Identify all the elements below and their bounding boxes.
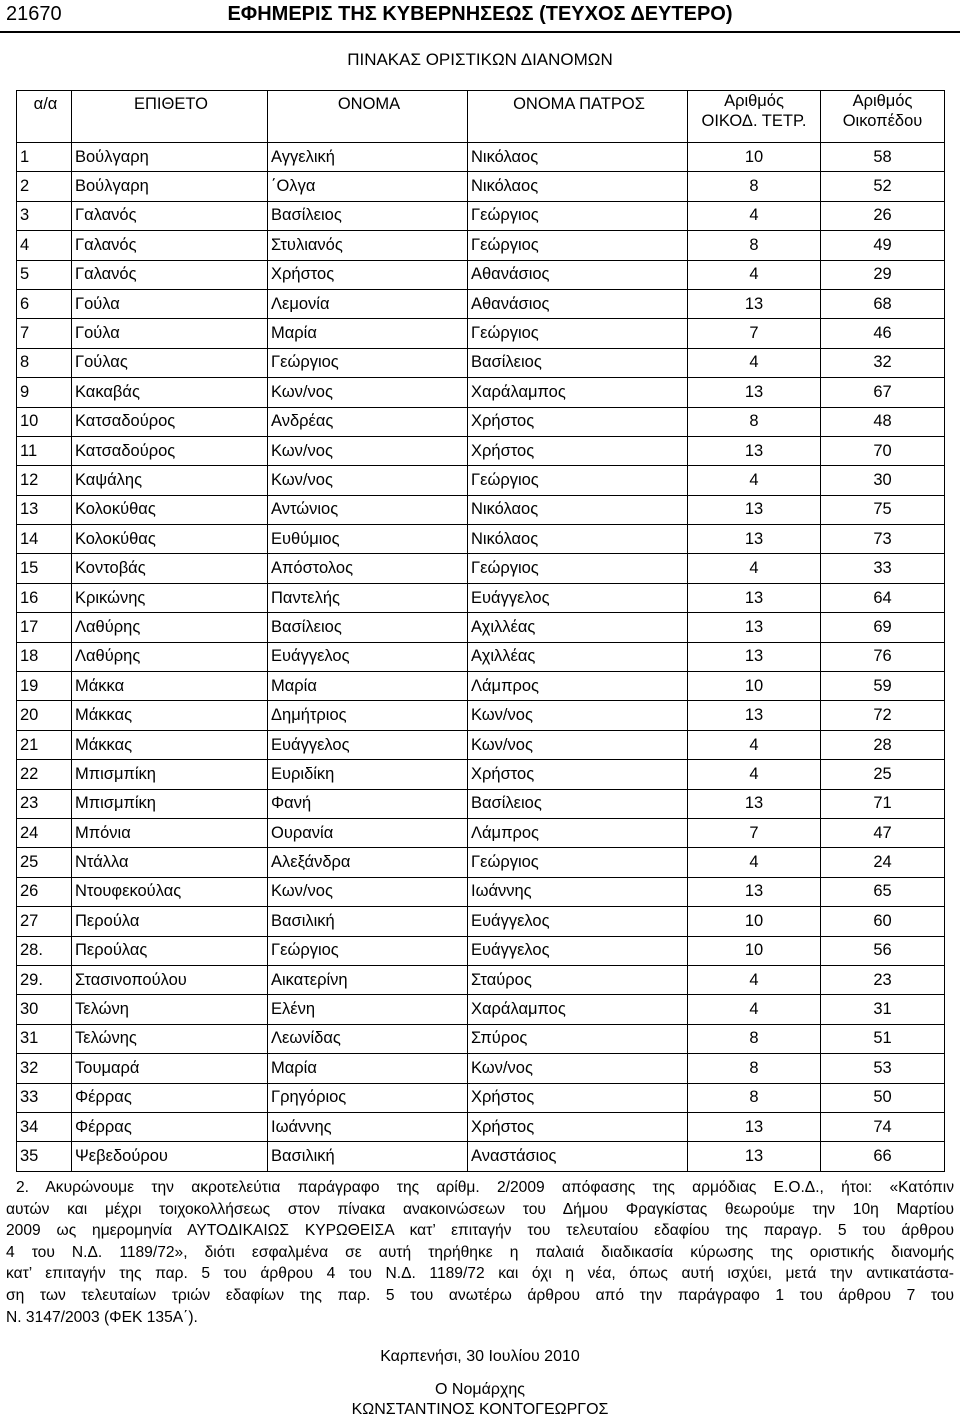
table-row	[17, 407, 945, 436]
row-plot-number: 71	[821, 789, 945, 818]
row-plot-number: 25	[821, 760, 945, 789]
row-block-number: 4	[688, 730, 821, 759]
row-surname: Κατσαδούρος	[72, 436, 268, 465]
row-plot-number: 48	[821, 407, 945, 436]
row-plot-number: 53	[821, 1054, 945, 1083]
row-block-number: 13	[688, 583, 821, 612]
row-name: Μαρία	[268, 672, 468, 701]
table-row	[17, 730, 945, 759]
row-father-name: Γεώργιος	[468, 466, 688, 495]
row-surname: Τελώνη	[72, 995, 268, 1024]
table-row	[17, 1112, 945, 1141]
row-father-name: Ευάγγελος	[468, 907, 688, 936]
table-row	[17, 1024, 945, 1053]
row-aa: 25	[17, 848, 72, 877]
table-row	[17, 642, 945, 671]
table-row	[17, 877, 945, 906]
table-row	[17, 848, 945, 877]
row-father-name: Χρήστος	[468, 1083, 688, 1112]
row-surname: Ντουφεκούλας	[72, 877, 268, 906]
row-aa: 4	[17, 231, 72, 260]
signer-name: ΚΩΝΣΤΑΝΤΙΝΟΣ ΚΟΝΤΟΓΕΩΡΓΟΣ	[351, 1401, 609, 1418]
row-father-name: Ευάγγελος	[468, 936, 688, 965]
amendment-note	[6, 1177, 954, 1328]
table-row	[17, 525, 945, 554]
table-row	[17, 701, 945, 730]
row-plot-number: 52	[821, 172, 945, 201]
table-row	[17, 1142, 945, 1171]
row-block-number: 10	[688, 672, 821, 701]
row-plot-number: 69	[821, 613, 945, 642]
row-father-name: Χρήστος	[468, 436, 688, 465]
row-name: Αντώνιος	[268, 495, 468, 524]
row-surname: Τουμαρά	[72, 1054, 268, 1083]
row-plot-number: 59	[821, 672, 945, 701]
row-block-number: 10	[688, 936, 821, 965]
row-aa: 31	[17, 1024, 72, 1053]
row-name: Χρήστος	[268, 260, 468, 289]
row-plot-number: 30	[821, 466, 945, 495]
row-plot-number: 68	[821, 289, 945, 318]
page-header	[0, 0, 960, 30]
row-name: Φανή	[268, 789, 468, 818]
row-surname: Ντάλλα	[72, 848, 268, 877]
row-surname: Τελώνης	[72, 1024, 268, 1053]
row-plot-number: 26	[821, 201, 945, 230]
row-surname: Κακαβάς	[72, 378, 268, 407]
row-father-name: Ιωάννης	[468, 877, 688, 906]
row-surname: Μπισμπίκη	[72, 760, 268, 789]
row-block-number: 4	[688, 260, 821, 289]
row-block-number: 8	[688, 1083, 821, 1112]
row-father-name: Γεώργιος	[468, 848, 688, 877]
row-block-number: 13	[688, 525, 821, 554]
row-aa: 16	[17, 583, 72, 612]
table-row	[17, 348, 945, 377]
row-surname: Λαθύρης	[72, 642, 268, 671]
row-name: Κων/νος	[268, 877, 468, 906]
row-aa: 27	[17, 907, 72, 936]
table-row	[17, 201, 945, 230]
note-line: 2. Ακυρώνουμε την ακροτελεύτια παράγραφο της αρίθμ. 2/2009 απόφασης της αρμόδιας Ε.Ο.Δ., ήτοι: «Κατόπιν	[16, 1179, 954, 1196]
row-name: Απόστολος	[268, 554, 468, 583]
row-father-name: Γεώργιος	[468, 319, 688, 348]
row-block-number: 13	[688, 289, 821, 318]
signer-role: Ο Νομάρχης	[435, 1381, 525, 1398]
header-rule	[0, 31, 960, 33]
row-block-number: 10	[688, 907, 821, 936]
row-surname: Λαθύρης	[72, 613, 268, 642]
row-aa: 32	[17, 1054, 72, 1083]
row-name: Ευθύμιος	[268, 525, 468, 554]
row-name: Στυλιανός	[268, 231, 468, 260]
row-block-number: 8	[688, 1054, 821, 1083]
row-father-name: Αθανάσιος	[468, 289, 688, 318]
row-plot-number: 74	[821, 1112, 945, 1141]
table-title: ΠΙΝΑΚΑΣ ΟΡΙΣΤΙΚΩΝ ΔΙΑΝΟΜΩΝ	[347, 50, 613, 69]
row-name: Γρηγόριος	[268, 1083, 468, 1112]
row-father-name: Αθανάσιος	[468, 260, 688, 289]
row-aa: 26	[17, 877, 72, 906]
column-header-block-number: Αριθμός ΟΙΚΟΔ. ΤΕΤΡ.	[688, 91, 821, 143]
row-plot-number: 56	[821, 936, 945, 965]
row-aa: 29.	[17, 965, 72, 994]
row-aa: 34	[17, 1112, 72, 1141]
row-aa: 22	[17, 760, 72, 789]
row-surname: Μπόνια	[72, 818, 268, 847]
row-name: Γεώργιος	[268, 348, 468, 377]
row-plot-number: 33	[821, 554, 945, 583]
note-line: 2009 ως ημερομηνία ΑΥΤΟΔΙΚΑΙΩΣ ΚΥΡΩΘΕΙΣΑ κατ’ επιταγήν του τελευταίου εδαφίου της παραγρ. 5 του άρθρου	[6, 1222, 954, 1240]
row-block-number: 4	[688, 848, 821, 877]
row-plot-number: 60	[821, 907, 945, 936]
row-block-number: 7	[688, 319, 821, 348]
row-father-name: Λάμπρος	[468, 818, 688, 847]
row-surname: Φέρρας	[72, 1083, 268, 1112]
table-row	[17, 260, 945, 289]
row-surname: Φέρρας	[72, 1112, 268, 1141]
row-aa: 19	[17, 672, 72, 701]
row-surname: Γαλανός	[72, 201, 268, 230]
row-name: Κων/νος	[268, 378, 468, 407]
row-name: Ανδρέας	[268, 407, 468, 436]
note-line: κατ’ επιταγήν της παρ. 5 του άρθρου 4 του Ν.Δ. 1189/72 και όχι η νέα, όπως αυτή ισχύει, μετά την αντικατάστα-	[6, 1265, 954, 1283]
row-plot-number: 24	[821, 848, 945, 877]
row-surname: Βούλγαρη	[72, 143, 268, 172]
row-aa: 35	[17, 1142, 72, 1171]
row-father-name: Νικόλαος	[468, 172, 688, 201]
row-father-name: Αχιλλέας	[468, 642, 688, 671]
row-name: ΄Ολγα	[268, 172, 468, 201]
row-name: Λεωνίδας	[268, 1024, 468, 1053]
row-surname: Ψεβεδούρου	[72, 1142, 268, 1171]
row-block-number: 4	[688, 760, 821, 789]
row-block-number: 4	[688, 348, 821, 377]
note-line: Ν. 3147/2003 (ΦΕΚ 135Α΄).	[6, 1308, 198, 1326]
row-plot-number: 66	[821, 1142, 945, 1171]
row-father-name: Αναστάσιος	[468, 1142, 688, 1171]
row-name: Αλεξάνδρα	[268, 848, 468, 877]
row-aa: 20	[17, 701, 72, 730]
row-plot-number: 23	[821, 965, 945, 994]
table-header-row	[17, 91, 945, 143]
row-aa: 7	[17, 319, 72, 348]
row-aa: 33	[17, 1083, 72, 1112]
row-father-name: Χρήστος	[468, 1112, 688, 1141]
table-row	[17, 995, 945, 1024]
row-name: Ελένη	[268, 995, 468, 1024]
row-aa: 28.	[17, 936, 72, 965]
row-father-name: Κων/νος	[468, 1054, 688, 1083]
row-block-number: 13	[688, 701, 821, 730]
row-name: Κων/νος	[268, 436, 468, 465]
table-row	[17, 789, 945, 818]
row-name: Βασιλική	[268, 1142, 468, 1171]
row-block-number: 13	[688, 642, 821, 671]
row-block-number: 4	[688, 554, 821, 583]
table-row	[17, 907, 945, 936]
table-row	[17, 289, 945, 318]
row-surname: Γούλα	[72, 289, 268, 318]
row-name: Ευάγγελος	[268, 730, 468, 759]
row-plot-number: 70	[821, 436, 945, 465]
row-name: Βασιλική	[268, 907, 468, 936]
row-surname: Περούλας	[72, 936, 268, 965]
gazette-title: ΕΦΗΜΕΡΙΣ ΤΗΣ ΚΥΒΕΡΝΗΣΕΩΣ (ΤΕΥΧΟΣ ΔΕΥΤΕΡΟ)	[227, 3, 733, 25]
row-father-name: Σπύρος	[468, 1024, 688, 1053]
row-surname: Κατσαδούρος	[72, 407, 268, 436]
row-surname: Γαλανός	[72, 260, 268, 289]
row-block-number: 4	[688, 995, 821, 1024]
row-block-number: 8	[688, 231, 821, 260]
row-name: Ευριδίκη	[268, 760, 468, 789]
row-father-name: Ευάγγελος	[468, 583, 688, 612]
row-name: Κων/νος	[268, 466, 468, 495]
row-name: Ουρανία	[268, 818, 468, 847]
column-header-name: ΟΝΟΜΑ	[268, 91, 468, 143]
row-plot-number: 75	[821, 495, 945, 524]
row-name: Μαρία	[268, 319, 468, 348]
row-block-number: 13	[688, 436, 821, 465]
row-aa: 30	[17, 995, 72, 1024]
row-aa: 1	[17, 143, 72, 172]
page-number: 21670	[6, 3, 62, 25]
row-aa: 13	[17, 495, 72, 524]
row-name: Αγγελική	[268, 143, 468, 172]
row-father-name: Λάμπρος	[468, 672, 688, 701]
row-surname: Μάκκας	[72, 730, 268, 759]
row-block-number: 13	[688, 495, 821, 524]
row-father-name: Γεώργιος	[468, 231, 688, 260]
table-row	[17, 143, 945, 172]
row-father-name: Νικόλαος	[468, 525, 688, 554]
row-plot-number: 76	[821, 642, 945, 671]
column-header-aa: α/α	[17, 91, 72, 143]
note-line: 4 του Ν.Δ. 1189/72», διότι εσφαλμένα σε αυτή τηρήθηκε η παλαιά διαδικασία κύρωσης της οριστικής διανομής	[6, 1243, 954, 1261]
table-row	[17, 466, 945, 495]
row-plot-number: 28	[821, 730, 945, 759]
row-father-name: Κων/νος	[468, 701, 688, 730]
row-surname: Κολοκύθας	[72, 525, 268, 554]
row-plot-number: 64	[821, 583, 945, 612]
row-block-number: 13	[688, 789, 821, 818]
row-block-number: 13	[688, 877, 821, 906]
row-block-number: 13	[688, 1112, 821, 1141]
table-row	[17, 172, 945, 201]
row-surname: Μπισμπίκη	[72, 789, 268, 818]
row-block-number: 7	[688, 818, 821, 847]
row-name: Δημήτριος	[268, 701, 468, 730]
table-row	[17, 378, 945, 407]
row-name: Αικατερίνη	[268, 965, 468, 994]
row-surname: Γούλα	[72, 319, 268, 348]
row-name: Βασίλειος	[268, 201, 468, 230]
row-aa: 2	[17, 172, 72, 201]
row-plot-number: 51	[821, 1024, 945, 1053]
row-father-name: Γεώργιος	[468, 201, 688, 230]
row-name: Ευάγγελος	[268, 642, 468, 671]
row-name: Μαρία	[268, 1054, 468, 1083]
row-plot-number: 31	[821, 995, 945, 1024]
column-header-father-name: ΟΝΟΜΑ ΠΑΤΡΟΣ	[468, 91, 688, 143]
row-surname: Γούλας	[72, 348, 268, 377]
row-surname: Γαλανός	[72, 231, 268, 260]
row-father-name: Χρήστος	[468, 407, 688, 436]
row-surname: Κοντοβάς	[72, 554, 268, 583]
row-surname: Μάκκας	[72, 701, 268, 730]
note-line: ση των τελευταίων τριών εδαφίων της παρ. 5 του ανωτέρω άρθρου από την παράγραφο 1 του άρθρου 7 του	[6, 1286, 954, 1304]
row-plot-number: 50	[821, 1083, 945, 1112]
row-father-name: Σταύρος	[468, 965, 688, 994]
row-aa: 12	[17, 466, 72, 495]
row-name: Γεώργιος	[268, 936, 468, 965]
row-surname: Καψάλης	[72, 466, 268, 495]
row-surname: Στασινοπούλου	[72, 965, 268, 994]
row-aa: 3	[17, 201, 72, 230]
row-father-name: Χαράλαμπος	[468, 378, 688, 407]
row-block-number: 10	[688, 143, 821, 172]
table-row	[17, 965, 945, 994]
row-aa: 23	[17, 789, 72, 818]
row-block-number: 8	[688, 172, 821, 201]
row-aa: 11	[17, 436, 72, 465]
table-row	[17, 760, 945, 789]
row-plot-number: 46	[821, 319, 945, 348]
table-row	[17, 583, 945, 612]
table-row	[17, 436, 945, 465]
table-row	[17, 818, 945, 847]
row-aa: 5	[17, 260, 72, 289]
row-aa: 17	[17, 613, 72, 642]
row-aa: 14	[17, 525, 72, 554]
row-name: Βασίλειος	[268, 613, 468, 642]
row-name: Λεμονία	[268, 289, 468, 318]
row-surname: Κολοκύθας	[72, 495, 268, 524]
row-plot-number: 73	[821, 525, 945, 554]
row-aa: 6	[17, 289, 72, 318]
row-plot-number: 47	[821, 818, 945, 847]
table-row	[17, 1083, 945, 1112]
row-plot-number: 65	[821, 877, 945, 906]
row-father-name: Βασίλειος	[468, 348, 688, 377]
row-block-number: 8	[688, 407, 821, 436]
row-block-number: 4	[688, 201, 821, 230]
column-header-plot-number: Αριθμός Οικοπέδου	[821, 91, 945, 143]
row-name: Παντελής	[268, 583, 468, 612]
row-father-name: Βασίλειος	[468, 789, 688, 818]
row-block-number: 4	[688, 965, 821, 994]
row-aa: 10	[17, 407, 72, 436]
row-surname: Περούλα	[72, 907, 268, 936]
row-name: Ιωάννης	[268, 1112, 468, 1141]
note-line: αυτών και μέχρι τοιχοκολλήσεως στον πίνακα ανακοινώσεων του Δήμου Φραγκίστας θεωρούμε την 10η Μαρτίου	[6, 1200, 954, 1218]
table-row	[17, 613, 945, 642]
row-aa: 24	[17, 818, 72, 847]
place-date: Καρπενήσι, 30 Ιουλίου 2010	[380, 1348, 580, 1365]
table-row	[17, 231, 945, 260]
table-row	[17, 495, 945, 524]
row-aa: 15	[17, 554, 72, 583]
row-father-name: Νικόλαος	[468, 143, 688, 172]
table-row	[17, 1054, 945, 1083]
table-row	[17, 319, 945, 348]
row-father-name: Χρήστος	[468, 760, 688, 789]
row-father-name: Κων/νος	[468, 730, 688, 759]
row-plot-number: 49	[821, 231, 945, 260]
row-aa: 21	[17, 730, 72, 759]
row-father-name: Νικόλαος	[468, 495, 688, 524]
table-row	[17, 936, 945, 965]
row-father-name: Χαράλαμπος	[468, 995, 688, 1024]
column-header-surname: ΕΠΙΘΕΤΟ	[72, 91, 268, 143]
table-row	[17, 672, 945, 701]
row-plot-number: 72	[821, 701, 945, 730]
table-row	[17, 554, 945, 583]
row-block-number: 4	[688, 466, 821, 495]
row-aa: 9	[17, 378, 72, 407]
row-block-number: 13	[688, 378, 821, 407]
row-aa: 8	[17, 348, 72, 377]
row-aa: 18	[17, 642, 72, 671]
row-father-name: Αχιλλέας	[468, 613, 688, 642]
row-plot-number: 58	[821, 143, 945, 172]
row-surname: Βούλγαρη	[72, 172, 268, 201]
table-body	[17, 143, 945, 1172]
row-surname: Κρικώνης	[72, 583, 268, 612]
row-plot-number: 29	[821, 260, 945, 289]
row-plot-number: 67	[821, 378, 945, 407]
row-block-number: 13	[688, 613, 821, 642]
row-block-number: 13	[688, 1142, 821, 1171]
distribution-table	[16, 90, 945, 1172]
row-block-number: 8	[688, 1024, 821, 1053]
row-plot-number: 32	[821, 348, 945, 377]
row-father-name: Γεώργιος	[468, 554, 688, 583]
row-surname: Μάκκα	[72, 672, 268, 701]
